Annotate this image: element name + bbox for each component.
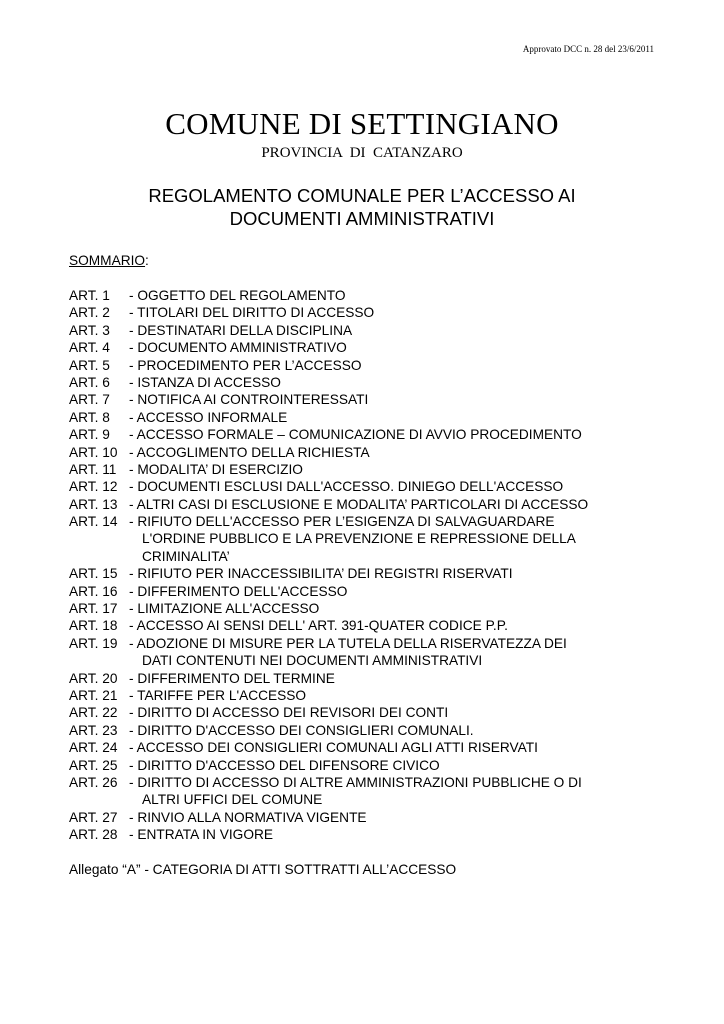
toc-item [69, 461, 689, 478]
toc-article-number: ART. 12 [69, 479, 118, 495]
approval-note: Approvato DCC n. 28 del 23/6/2011 [522, 44, 654, 54]
toc-article-number: ART. 11 [69, 461, 117, 477]
toc-item [69, 565, 689, 582]
toc-article-number: ART. 5 [69, 357, 110, 373]
toc-article-title: - TARIFFE PER L'ACCESSO [129, 687, 307, 703]
toc-article-number: ART. 9 [69, 427, 110, 443]
toc-article-title: - ACCESSO INFORMALE [129, 409, 288, 425]
toc-article-number: ART. 3 [69, 322, 110, 338]
regulation-title-line-2: DOCUMENTI AMMINISTRATIVI [229, 208, 495, 229]
toc-article-title: - DIRITTO DI ACCESSO DI ALTRE AMMINISTRAZIONI PUBBLICHE O DI [129, 774, 582, 790]
toc-article-title: - NOTIFICA AI CONTROINTERESSATI [129, 392, 369, 408]
toc-item [69, 478, 689, 495]
toc-item [69, 409, 689, 426]
toc-article-title: - RIFIUTO DELL'ACCESSO PER L’ESIGENZA DI SALVAGUARDARE [129, 514, 555, 530]
toc-article-number: ART. 6 [69, 374, 110, 390]
toc-article-title: - ENTRATA IN VIGORE [129, 827, 273, 843]
toc-item [69, 774, 689, 791]
toc-article-number: ART. 27 [69, 809, 118, 825]
regulation-title [0, 184, 724, 230]
province-subtitle: PROVINCIA DI CATANZARO [261, 145, 463, 161]
table-of-contents [69, 287, 689, 844]
toc-article-title: - MODALITA’ DI ESERCIZIO [129, 461, 303, 477]
toc-item-continuation: L'ORDINE PUBBLICO E LA PREVENZIONE E REPRESSIONE DELLA [142, 531, 576, 547]
toc-article-title: - RIFIUTO PER INACCESSIBILITA’ DEI REGISTRI RISERVATI [129, 566, 513, 582]
toc-item [69, 357, 689, 374]
toc-item [69, 391, 689, 408]
toc-article-number: ART. 16 [69, 583, 118, 599]
toc-item [69, 287, 689, 304]
toc-article-number: ART. 7 [69, 392, 110, 408]
toc-article-title: - PROCEDIMENTO PER L’ACCESSO [129, 357, 362, 373]
toc-item [69, 600, 689, 617]
toc-article-number: ART. 17 [69, 601, 118, 617]
toc-article-number: ART. 10 [69, 444, 118, 460]
toc-article-number: ART. 1 [69, 288, 110, 303]
toc-item [69, 426, 689, 443]
toc-article-number: ART. 14 [69, 514, 118, 530]
toc-article-number: ART. 2 [69, 305, 110, 321]
toc-article-title: - ACCESSO AI SENSI DELL' ART. 391-QUATER CODICE P.P. [129, 618, 508, 634]
toc-article-number: ART. 19 [69, 635, 118, 651]
toc-article-title: - DESTINATARI DELLA DISCIPLINA [129, 322, 353, 338]
toc-article-title: - DOCUMENTO AMMINISTRATIVO [129, 340, 347, 356]
toc-article-title: - RINVIO ALLA NORMATIVA VIGENTE [129, 809, 367, 825]
toc-article-number: ART. 23 [69, 722, 118, 738]
toc-item [69, 583, 689, 600]
toc-article-title: - DIFFERIMENTO DEL TERMINE [129, 670, 335, 686]
toc-article-title: - ACCOGLIMENTO DELLA RICHIESTA [129, 444, 370, 460]
toc-item-continuation: CRIMINALITA’ [142, 548, 230, 564]
toc-article-number: ART. 21 [69, 687, 118, 703]
toc-article-title: - ACCESSO DEI CONSIGLIERI COMUNALI AGLI ATTI RISERVATI [129, 740, 538, 756]
toc-article-title: - ALTRI CASI DI ESCLUSIONE E MODALITA’ PARTICOLARI DI ACCESSO [129, 496, 589, 512]
toc-item [69, 826, 689, 843]
toc-item [69, 374, 689, 391]
toc-item-continuation: ALTRI UFFICI DEL COMUNE [142, 792, 323, 808]
toc-article-number: ART. 15 [69, 566, 118, 582]
toc-article-title: - DIRITTO DI ACCESSO DEI REVISORI DEI CONTI [129, 705, 449, 721]
municipality-title: COMUNE DI SETTINGIANO [165, 106, 559, 141]
toc-article-number: ART. 18 [69, 618, 118, 634]
toc-article-number: ART. 26 [69, 774, 118, 790]
toc-article-number: ART. 28 [69, 827, 118, 843]
toc-item [69, 496, 689, 513]
toc-article-number: ART. 22 [69, 705, 118, 721]
toc-item [69, 513, 689, 530]
toc-item [69, 322, 689, 339]
toc-item [69, 304, 689, 321]
toc-article-number: ART. 20 [69, 670, 118, 686]
toc-article-title: - ADOZIONE DI MISURE PER LA TUTELA DELLA RISERVATEZZA DEI [129, 635, 567, 651]
toc-item [69, 722, 689, 739]
toc-article-title: - TITOLARI DEL DIRITTO DI ACCESSO [129, 305, 375, 321]
toc-article-title: - DIRITTO D'ACCESSO DEI CONSIGLIERI COMUNALI. [129, 722, 474, 738]
toc-item [69, 617, 689, 634]
summary-colon: : [145, 253, 149, 268]
regulation-title-line-1: REGOLAMENTO COMUNALE PER L’ACCESSO AI [148, 185, 576, 206]
toc-item [69, 809, 689, 826]
annex-line: Allegato “A” - CATEGORIA DI ATTI SOTTRATTI ALL’ACCESSO [69, 862, 457, 877]
toc-item [69, 757, 689, 774]
toc-item [69, 704, 689, 721]
toc-item [69, 739, 689, 756]
toc-article-number: ART. 25 [69, 757, 118, 773]
toc-item [69, 687, 689, 704]
toc-item [69, 670, 689, 687]
toc-article-number: ART. 13 [69, 496, 118, 512]
toc-article-number: ART. 8 [69, 409, 110, 425]
toc-item [69, 444, 689, 461]
toc-article-title: - LIMITAZIONE ALL'ACCESSO [129, 601, 320, 617]
toc-article-number: ART. 24 [69, 740, 118, 756]
toc-article-title: - ISTANZA DI ACCESSO [129, 374, 281, 390]
summary-heading [69, 253, 149, 268]
toc-article-title: - OGGETTO DEL REGOLAMENTO [129, 288, 346, 303]
toc-item [69, 635, 689, 652]
toc-item-continuation: DATI CONTENUTI NEI DOCUMENTI AMMINISTRATIVI [142, 653, 483, 669]
toc-article-title: - DIFFERIMENTO DELL'ACCESSO [129, 583, 348, 599]
toc-article-title: - DOCUMENTI ESCLUSI DALL'ACCESSO. DINIEGO DELL'ACCESSO [129, 479, 564, 495]
toc-article-number: ART. 4 [69, 340, 110, 356]
toc-item [69, 339, 689, 356]
toc-article-title: - DIRITTO D'ACCESSO DEL DIFENSORE CIVICO [129, 757, 440, 773]
toc-article-title: - ACCESSO FORMALE – COMUNICAZIONE DI AVVIO PROCEDIMENTO [129, 427, 582, 443]
summary-label: SOMMARIO [69, 253, 146, 268]
